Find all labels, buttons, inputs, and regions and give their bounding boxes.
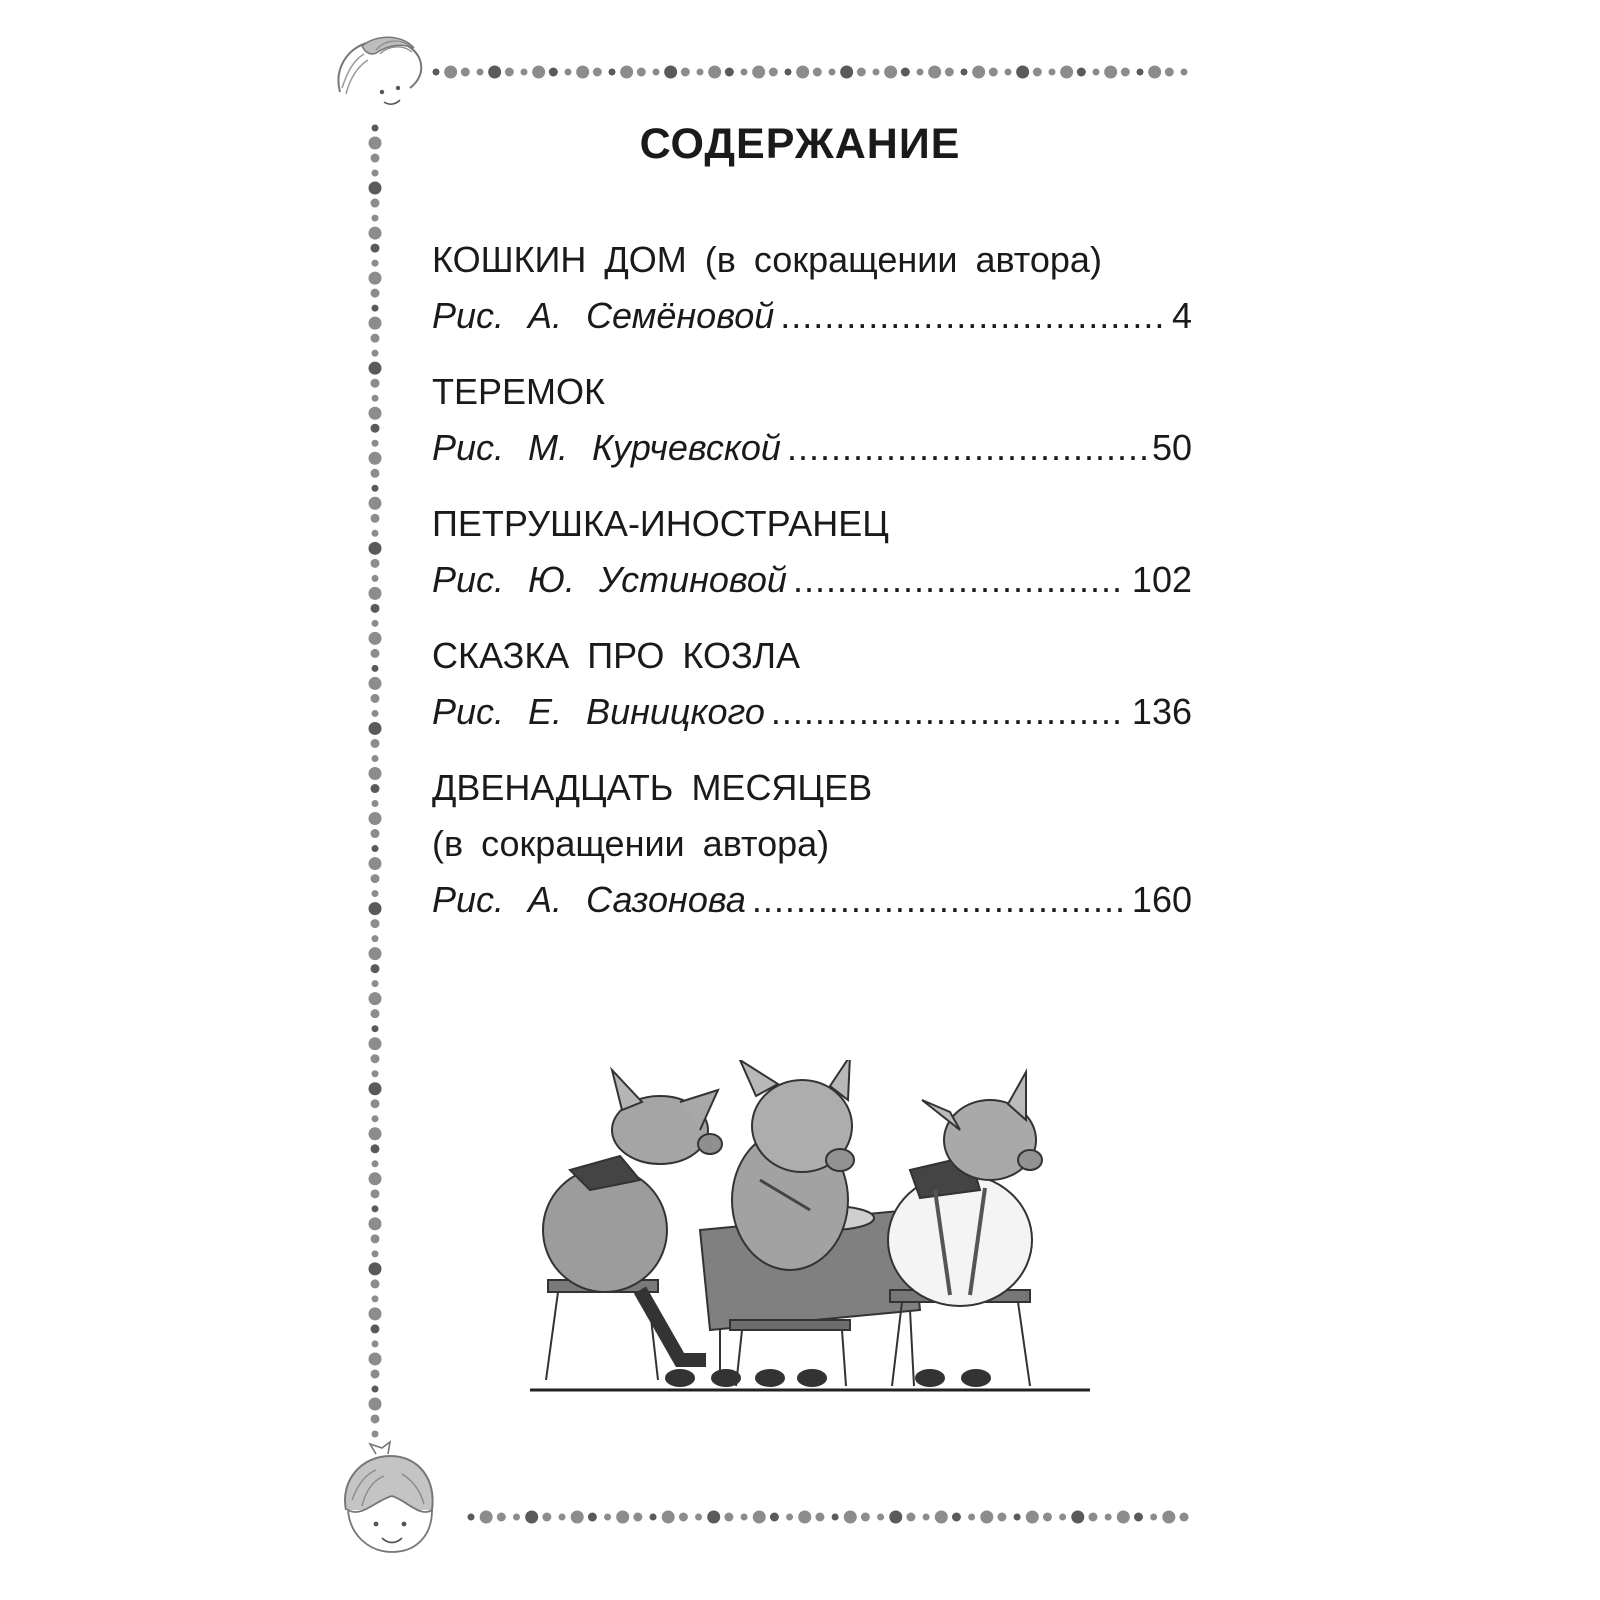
border-dot (372, 620, 379, 627)
border-dot (1162, 1511, 1175, 1524)
border-dot (857, 68, 866, 77)
border-dot (372, 1250, 379, 1257)
border-dot (832, 1514, 839, 1521)
border-dot (785, 69, 792, 76)
border-dot (873, 69, 880, 76)
story-subtitle: (в сокращении автора) (432, 823, 830, 864)
illustrator-line (432, 426, 1192, 470)
border-dot (633, 1513, 642, 1522)
border-dot (664, 66, 677, 79)
border-dot (815, 1513, 824, 1522)
border-dot (1043, 1513, 1052, 1522)
left-dotted-border (363, 122, 387, 1440)
border-dot (371, 199, 380, 208)
border-dot (371, 919, 380, 928)
border-dot (707, 1511, 720, 1524)
illustrator-credit: Рис. Е. Виницкого (432, 691, 765, 732)
page-number: 136 (1131, 691, 1192, 732)
border-dot (369, 182, 382, 195)
border-dot (1165, 68, 1174, 77)
border-dot (369, 542, 382, 555)
border-dot (989, 68, 998, 77)
story-title: СКАЗКА ПРО КОЗЛА (432, 635, 800, 676)
illustrator-credit: Рис. А. Семёновой (432, 295, 775, 336)
border-dot (576, 66, 589, 79)
story-title: КОШКИН ДОМ (в сокращении автора) (432, 239, 1102, 280)
border-dot (372, 665, 379, 672)
border-dot (372, 350, 379, 357)
border-dot (1016, 66, 1029, 79)
border-dot (371, 334, 380, 343)
border-dot (1117, 1511, 1130, 1524)
border-dot (1060, 66, 1073, 79)
border-dot (369, 1352, 382, 1365)
border-dot (769, 68, 778, 77)
dot-leader (780, 294, 1166, 338)
border-dot (521, 69, 528, 76)
border-dot (697, 69, 704, 76)
border-dot (371, 1279, 380, 1288)
border-dot (371, 379, 380, 388)
border-dot (369, 677, 382, 690)
border-dot (372, 935, 379, 942)
border-dot (369, 362, 382, 375)
border-dot (1137, 69, 1144, 76)
border-dot (369, 812, 382, 825)
border-dot (371, 829, 380, 838)
dot-leader (793, 558, 1126, 602)
border-dot (1104, 66, 1117, 79)
border-dot (708, 66, 721, 79)
illustrator-credit: Рис. А. Сазонова (432, 879, 746, 920)
border-dot (884, 66, 897, 79)
border-dot (604, 1514, 611, 1521)
border-dot (371, 874, 380, 883)
border-dot (1005, 69, 1012, 76)
border-dot (1148, 66, 1161, 79)
border-dot (695, 1514, 702, 1521)
border-dot (371, 559, 380, 568)
border-dot (752, 66, 765, 79)
border-dot (961, 69, 968, 76)
border-dot (1134, 1513, 1143, 1522)
border-dot (372, 575, 379, 582)
border-dot (1093, 69, 1100, 76)
border-dot (796, 66, 809, 79)
border-dot (433, 69, 440, 76)
border-dot (653, 69, 660, 76)
page-number: 4 (1171, 295, 1192, 336)
border-dot (741, 1514, 748, 1521)
border-dot (369, 1172, 382, 1185)
border-dot (371, 1054, 380, 1063)
border-dot (532, 66, 545, 79)
border-dot (372, 1431, 379, 1438)
toc-entry (432, 634, 1192, 734)
border-dot (972, 66, 985, 79)
border-dot (968, 1514, 975, 1521)
toc-entry (432, 766, 1192, 922)
border-dot (369, 1307, 382, 1320)
border-dot (372, 980, 379, 987)
border-dot (372, 1385, 379, 1392)
toc-entry (432, 502, 1192, 602)
border-dot (620, 66, 633, 79)
border-dot (997, 1513, 1006, 1522)
border-dot (542, 1513, 551, 1522)
illustrator-line (432, 294, 1192, 338)
border-dot (369, 272, 382, 285)
border-dot (371, 469, 380, 478)
border-dot (1077, 68, 1086, 77)
border-dot (1105, 1514, 1112, 1521)
border-dot (372, 710, 379, 717)
border-dot (372, 305, 379, 312)
border-dot (593, 68, 602, 77)
border-dot (798, 1511, 811, 1524)
border-dot (371, 514, 380, 523)
border-dot (372, 1160, 379, 1167)
border-dot (952, 1513, 961, 1522)
border-dot (923, 1514, 930, 1521)
border-dot (371, 244, 380, 253)
border-dot (371, 1414, 380, 1423)
border-dot (513, 1514, 520, 1521)
border-dot (371, 1099, 380, 1108)
border-dot (889, 1511, 902, 1524)
border-dot (369, 1082, 382, 1095)
border-dot (372, 800, 379, 807)
border-dot (1014, 1514, 1021, 1521)
border-dot (461, 68, 470, 77)
border-dot (372, 1115, 379, 1122)
border-dot (371, 1369, 380, 1378)
border-dot (371, 1324, 380, 1333)
border-dot (369, 317, 382, 330)
border-dot (371, 1144, 380, 1153)
border-dot (980, 1511, 993, 1524)
border-dot (372, 485, 379, 492)
top-dotted-border (430, 64, 1190, 80)
border-dot (637, 68, 646, 77)
border-dot (786, 1514, 793, 1521)
border-dot (369, 1127, 382, 1140)
dot-leader (771, 690, 1126, 734)
border-dot (372, 890, 379, 897)
border-dot (372, 215, 379, 222)
border-dot (935, 1511, 948, 1524)
border-dot (906, 1513, 915, 1522)
border-dot (525, 1511, 538, 1524)
pigs-at-table-illustration (530, 1060, 1110, 1400)
border-dot (829, 69, 836, 76)
story-title: ТЕРЕМОК (432, 371, 605, 412)
border-dot (369, 227, 382, 240)
border-dot (505, 68, 514, 77)
border-dot (609, 69, 616, 76)
border-dot (372, 1295, 379, 1302)
border-dot (571, 1511, 584, 1524)
border-dot (1059, 1514, 1066, 1521)
border-dot (369, 857, 382, 870)
border-dot (1121, 68, 1130, 77)
border-dot (369, 1217, 382, 1230)
border-dot (681, 68, 690, 77)
border-dot (741, 69, 748, 76)
border-dot (371, 739, 380, 748)
border-dot (1026, 1511, 1039, 1524)
border-dot (372, 440, 379, 447)
border-dot (372, 845, 379, 852)
border-dot (770, 1513, 779, 1522)
border-dot (372, 1070, 379, 1077)
border-dot (372, 260, 379, 267)
bottom-dotted-border (465, 1509, 1190, 1525)
border-dot (901, 68, 910, 77)
border-dot (1150, 1514, 1157, 1521)
border-dot (616, 1511, 629, 1524)
border-dot (488, 66, 501, 79)
border-dot (1088, 1513, 1097, 1522)
border-dot (650, 1514, 657, 1521)
border-dot (813, 68, 822, 77)
border-dot (724, 1513, 733, 1522)
illustrator-credit: Рис. Ю. Устиновой (432, 559, 787, 600)
border-dot (371, 1009, 380, 1018)
border-dot (371, 289, 380, 298)
border-dot (679, 1513, 688, 1522)
border-dot (480, 1511, 493, 1524)
border-dot (372, 755, 379, 762)
illustrator-line (432, 878, 1192, 922)
border-dot (844, 1511, 857, 1524)
page-title: СОДЕРЖАНИЕ (639, 120, 961, 168)
girl-head-top-icon (332, 30, 428, 112)
border-dot (1181, 69, 1188, 76)
border-dot (371, 649, 380, 658)
border-dot (369, 767, 382, 780)
border-dot (468, 1514, 475, 1521)
table-of-contents (432, 238, 1192, 954)
border-dot (662, 1511, 675, 1524)
border-dot (840, 66, 853, 79)
border-dot (372, 1340, 379, 1347)
border-dot (369, 1397, 382, 1410)
story-title: ДВЕНАДЦАТЬ МЕСЯЦЕВ (432, 767, 873, 808)
border-dot (369, 587, 382, 600)
border-dot (369, 1037, 382, 1050)
border-dot (928, 66, 941, 79)
border-dot (369, 947, 382, 960)
illustrator-line (432, 558, 1192, 602)
story-title: ПЕТРУШКА-ИНОСТРАНЕЦ (432, 503, 889, 544)
border-dot (371, 784, 380, 793)
border-dot (371, 694, 380, 703)
border-dot (369, 1262, 382, 1275)
border-dot (371, 1189, 380, 1198)
page-number: 50 (1151, 427, 1192, 468)
border-dot (372, 530, 379, 537)
border-dot (444, 66, 457, 79)
toc-entry (432, 370, 1192, 470)
border-dot (945, 68, 954, 77)
dot-leader (787, 426, 1146, 470)
border-dot (549, 68, 558, 77)
border-dot (877, 1514, 884, 1521)
border-dot (372, 1025, 379, 1032)
border-dot (369, 992, 382, 1005)
border-dot (477, 69, 484, 76)
illustrator-credit: Рис. М. Курчевской (432, 427, 781, 468)
girl-head-bottom-icon (332, 1440, 448, 1556)
border-dot (1049, 69, 1056, 76)
page-number: 160 (1131, 879, 1192, 920)
border-dot (372, 170, 379, 177)
border-dot (588, 1513, 597, 1522)
border-dot (372, 395, 379, 402)
border-dot (371, 424, 380, 433)
border-dot (565, 69, 572, 76)
border-dot (371, 964, 380, 973)
border-dot (369, 722, 382, 735)
border-dot (369, 452, 382, 465)
page-number: 102 (1131, 559, 1192, 600)
border-dot (559, 1514, 566, 1521)
border-dot (371, 1234, 380, 1243)
border-dot (369, 407, 382, 420)
border-dot (369, 632, 382, 645)
dot-leader (752, 878, 1126, 922)
toc-entry (432, 238, 1192, 338)
border-dot (753, 1511, 766, 1524)
border-dot (725, 68, 734, 77)
border-dot (369, 497, 382, 510)
border-dot (497, 1513, 506, 1522)
border-dot (372, 1205, 379, 1212)
border-dot (861, 1513, 870, 1522)
border-dot (917, 69, 924, 76)
illustrator-line (432, 690, 1192, 734)
border-dot (369, 902, 382, 915)
border-dot (1071, 1511, 1084, 1524)
border-dot (1033, 68, 1042, 77)
border-dot (371, 604, 380, 613)
border-dot (1180, 1513, 1189, 1522)
